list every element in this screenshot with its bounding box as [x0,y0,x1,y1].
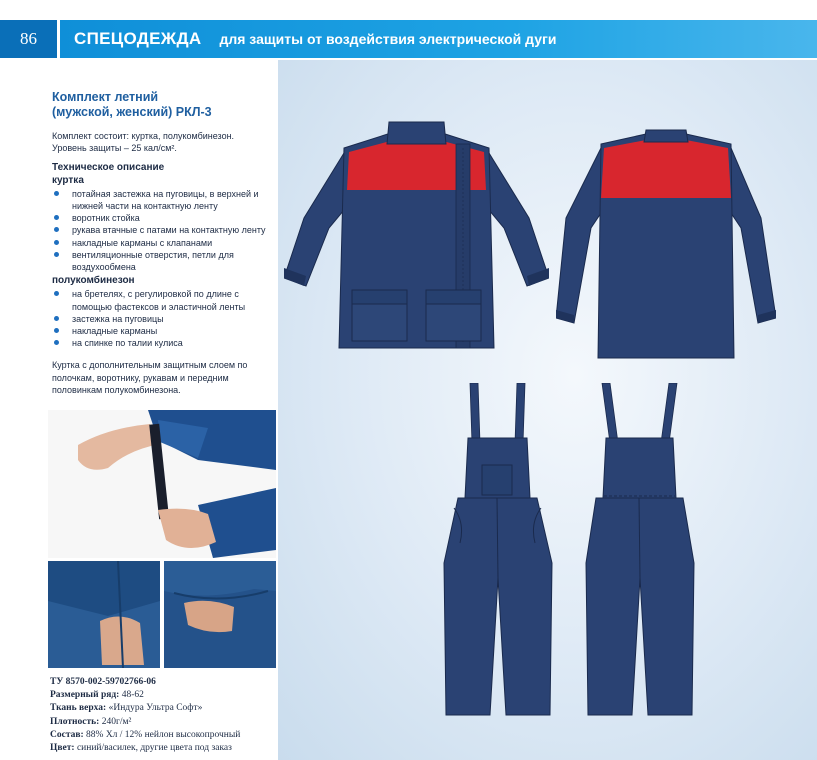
protection-note: Куртка с дополнительным защитным слоем по полочкам, воротнику, рукавам и передним половинкам полукомбинезона. [52,360,248,395]
list-item: на спинке по талии кулиса [52,337,278,349]
jacket-back-image [556,118,776,363]
pocket-image-right [164,561,276,668]
pocket-photo-left [48,561,160,668]
jacket-feature-list [52,188,278,273]
spec-fabric: Ткань верха: «Индура Ультра Софт» [50,703,203,714]
page-title: СПЕЦОДЕЖДА [74,29,202,48]
cuff-photo [48,410,276,558]
list-item: на бретелях, с регулировкой по длине с помощью фастексов и эластичной ленты [52,288,278,312]
jacket-front-image [284,118,549,363]
description-column [52,90,278,396]
overall-heading: полукомбинезон [52,275,135,287]
overall-feature-list [52,288,278,349]
spec-density: Плотность: 240г/м² [50,716,132,727]
list-item: рукава втачные с патами на контактную ленту [52,224,278,236]
specifications [50,676,290,755]
overall-front-image [440,383,555,718]
pocket-image-left [48,561,160,668]
page-number: 86 [0,20,57,58]
title-bar [60,20,817,58]
list-item: накладные карманы [52,325,278,337]
list-item: потайная застежка на пуговицы, в верхней и нижней части на контактную ленту [52,188,278,212]
spec-size: Размерный ряд: 48-62 [50,690,144,701]
spec-composition: Состав: 88% Хл / 12% нейлон высокопрочный [50,729,241,740]
overall-back-image [582,383,697,718]
list-item: воротник стойка [52,212,278,224]
list-item: вентиляционные отверстия, петли для воздухообмена [52,249,278,273]
page-subtitle: для защиты от воздействия электрической дуги [219,31,557,47]
product-title: Комплект летний (мужской, женский) РКЛ-3 [52,90,212,119]
composition-text: Комплект состоит: куртка, полукомбинезон. Уровень защиты – 25 кал/см². [52,131,235,154]
spec-color: Цвет: синий/василек, другие цвета под заказ [50,743,232,754]
pocket-photo-right [164,561,276,668]
tech-description-heading: Техническое описание [52,162,165,174]
list-item: застежка на пуговицы [52,313,278,325]
list-item: накладные карманы с клапанами [52,237,278,249]
cuff-adjust-image [48,410,276,558]
jacket-heading: куртка [52,174,84,186]
page-header [0,20,817,58]
tu-code: ТУ 8570-002-59702766-06 [50,677,156,687]
